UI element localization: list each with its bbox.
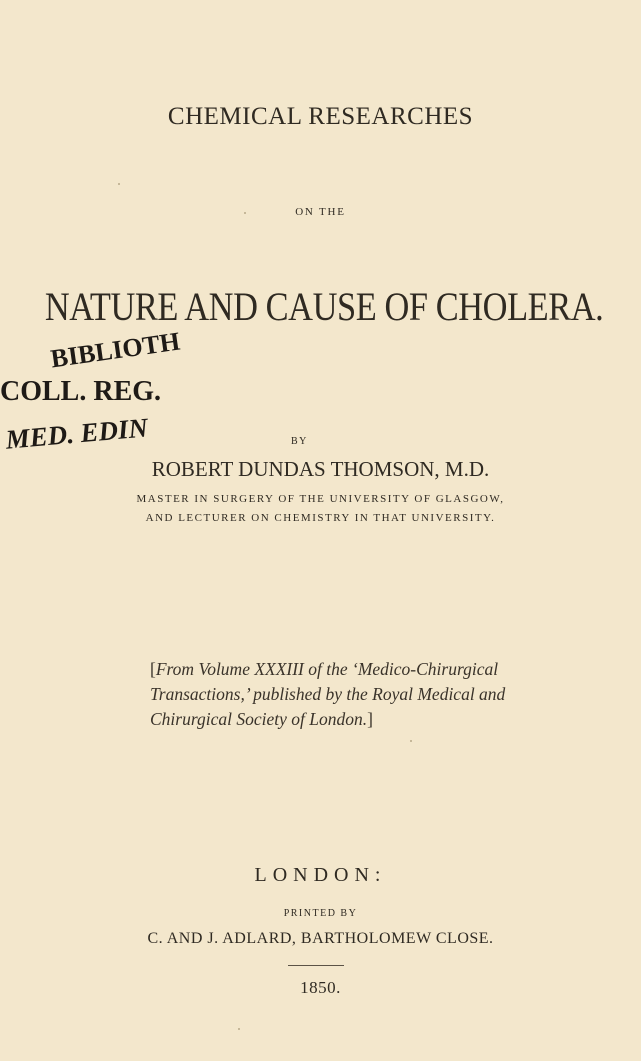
- paper-speck: [118, 183, 120, 185]
- imprint-city: LONDON:: [254, 864, 387, 886]
- publication-year: 1850.: [300, 978, 341, 997]
- author-name: ROBERT DUNDAS THOMSON, M.D.: [151, 457, 490, 481]
- printer-name: C. AND J. ADLARD, BARTHOLOMEW CLOSE.: [147, 930, 494, 947]
- author-degree-line-2: AND LECTURER ON CHEMISTRY IN THAT UNIVERSITY.: [145, 512, 496, 524]
- source-note: [150, 657, 570, 732]
- note-close-bracket: ]: [367, 709, 373, 729]
- library-stamp: [0, 320, 220, 455]
- paper-speck: [244, 212, 246, 214]
- series-title: CHEMICAL RESEARCHES: [167, 103, 474, 130]
- note-text: From Volume XXXIII of the ‘Medico-Chirurgical Transactions,’ published by the Royal Medical and Chirurgical Society of London.: [150, 659, 506, 729]
- by-label: BY: [291, 436, 308, 447]
- main-title: NATURE AND CAUSE OF CHOLERA.: [44, 284, 604, 329]
- paper-speck: [410, 740, 412, 742]
- printed-by-label: PRINTED BY: [283, 908, 358, 919]
- paper-speck: [238, 1028, 240, 1030]
- divider-rule: [288, 965, 344, 966]
- stamp-line-3: MED. EDIN: [4, 412, 150, 455]
- on-the-label: ON THE: [295, 206, 346, 218]
- stamp-line-1: BIBLIOTH: [48, 326, 182, 374]
- note-open-bracket: [: [150, 659, 156, 679]
- stamp-line-2: COLL. REG.: [0, 376, 162, 407]
- author-degree-line-1: MASTER IN SURGERY OF THE UNIVERSITY OF GLASGOW,: [136, 493, 505, 505]
